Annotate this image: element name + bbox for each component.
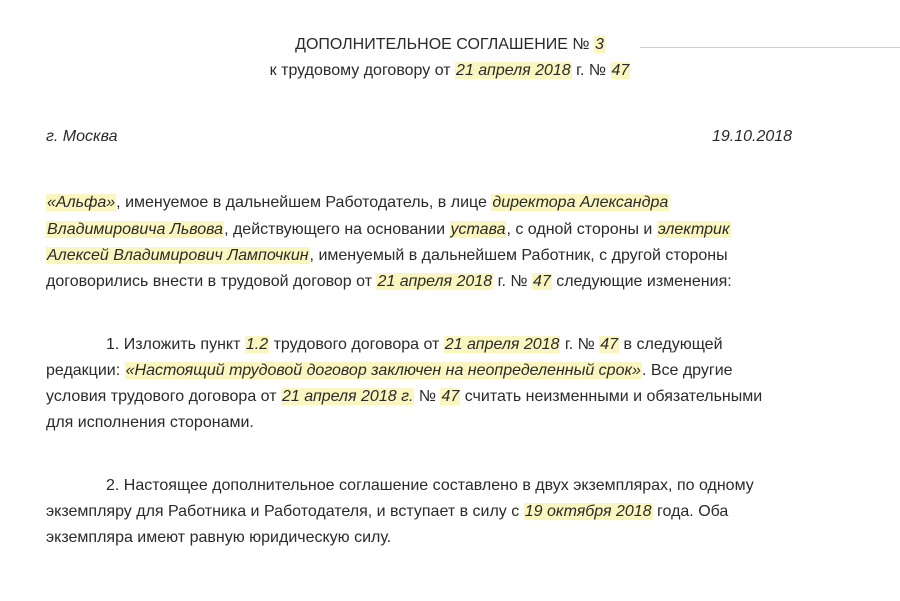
- item1-text: 1. Изложить пункт: [106, 336, 241, 353]
- contract-date: 21 апреля 2018: [444, 336, 560, 353]
- company-name: «Альфа»: [47, 194, 116, 211]
- preamble-text: , действующего на основании: [224, 221, 446, 238]
- preamble-line-1: [46, 193, 669, 213]
- item2-text: экземпляра имеют равную юридическую силу.: [46, 529, 392, 546]
- effective-date: 19 октября 2018: [524, 503, 652, 520]
- item1-text: №: [418, 388, 437, 405]
- item2-line-2: [46, 502, 728, 522]
- new-clause-text: «Настоящий трудовой договор заключен на неопределенный срок»: [125, 362, 641, 379]
- preamble-text: , именуемое в дальнейшем Работодатель, в лице: [116, 194, 487, 211]
- item2-text: 2. Настоящее дополнительное соглашение составлено в двух экземплярах, по одному: [106, 477, 754, 494]
- preamble-text: , с одной стороны и: [506, 221, 653, 238]
- item2-line-3: [46, 528, 391, 548]
- agreement-number: 3: [594, 36, 604, 53]
- item1-text: для исполнения сторонами.: [46, 414, 254, 431]
- director-name-cont: Владимировича Львова: [47, 221, 224, 238]
- contract-number: 47: [611, 62, 630, 79]
- title-prefix: ДОПОЛНИТЕЛЬНОЕ СОГЛАШЕНИЕ №: [295, 36, 590, 53]
- clause-number: 1.2: [245, 336, 269, 353]
- preamble-line-3: [46, 246, 728, 266]
- document-title: [0, 35, 900, 55]
- subtitle-prefix: к трудовому договору от: [269, 62, 451, 79]
- director-name: директора Александра: [492, 194, 669, 211]
- contract-number: 47: [600, 336, 619, 353]
- item1-text: г. №: [564, 336, 595, 353]
- item1-line-1: [106, 335, 723, 355]
- item1-line-3: [46, 387, 762, 407]
- title-rule: [640, 47, 900, 48]
- contract-date: 21 апреля 2018 г.: [281, 388, 414, 405]
- item1-text: условия трудового договора от: [46, 388, 277, 405]
- contract-date: 21 апреля 2018: [377, 273, 493, 290]
- item1-text: трудового договора от: [273, 336, 440, 353]
- preamble-line-4: [46, 272, 732, 292]
- employee-position: электрик: [657, 221, 730, 238]
- preamble-text: следующие изменения:: [556, 273, 732, 290]
- item2-text: года. Оба: [657, 503, 729, 520]
- preamble-text: , именуемый в дальнейшем Работник, с другой стороны: [309, 247, 728, 264]
- city: г. Москва: [46, 128, 118, 145]
- contract-date: 21 апреля 2018: [456, 62, 571, 79]
- item2-text: экземпляру для Работника и Работодателя, и вступает в силу с: [46, 503, 520, 520]
- item1-line-4: [46, 413, 254, 433]
- preamble-line-2: [46, 220, 731, 240]
- subtitle-mid: г. №: [576, 62, 607, 79]
- item1-line-2: [46, 361, 733, 381]
- employee-name: Алексей Владимирович Лампочкин: [47, 247, 309, 264]
- item2-line-1: [106, 476, 754, 496]
- document-date: 19.10.2018: [712, 128, 793, 145]
- item1-text: считать неизменными и обязательными: [464, 388, 763, 405]
- item1-text: редакции:: [46, 362, 121, 379]
- document-subtitle: [0, 61, 900, 81]
- preamble-text: договорились внести в трудовой договор от: [46, 273, 373, 290]
- preamble-text: г. №: [497, 273, 528, 290]
- contract-number: 47: [532, 273, 551, 290]
- item1-text: . Все другие: [641, 362, 733, 379]
- contract-number: 47: [441, 388, 460, 405]
- basis-document: устава: [450, 221, 506, 238]
- item1-text: в следующей: [623, 336, 723, 353]
